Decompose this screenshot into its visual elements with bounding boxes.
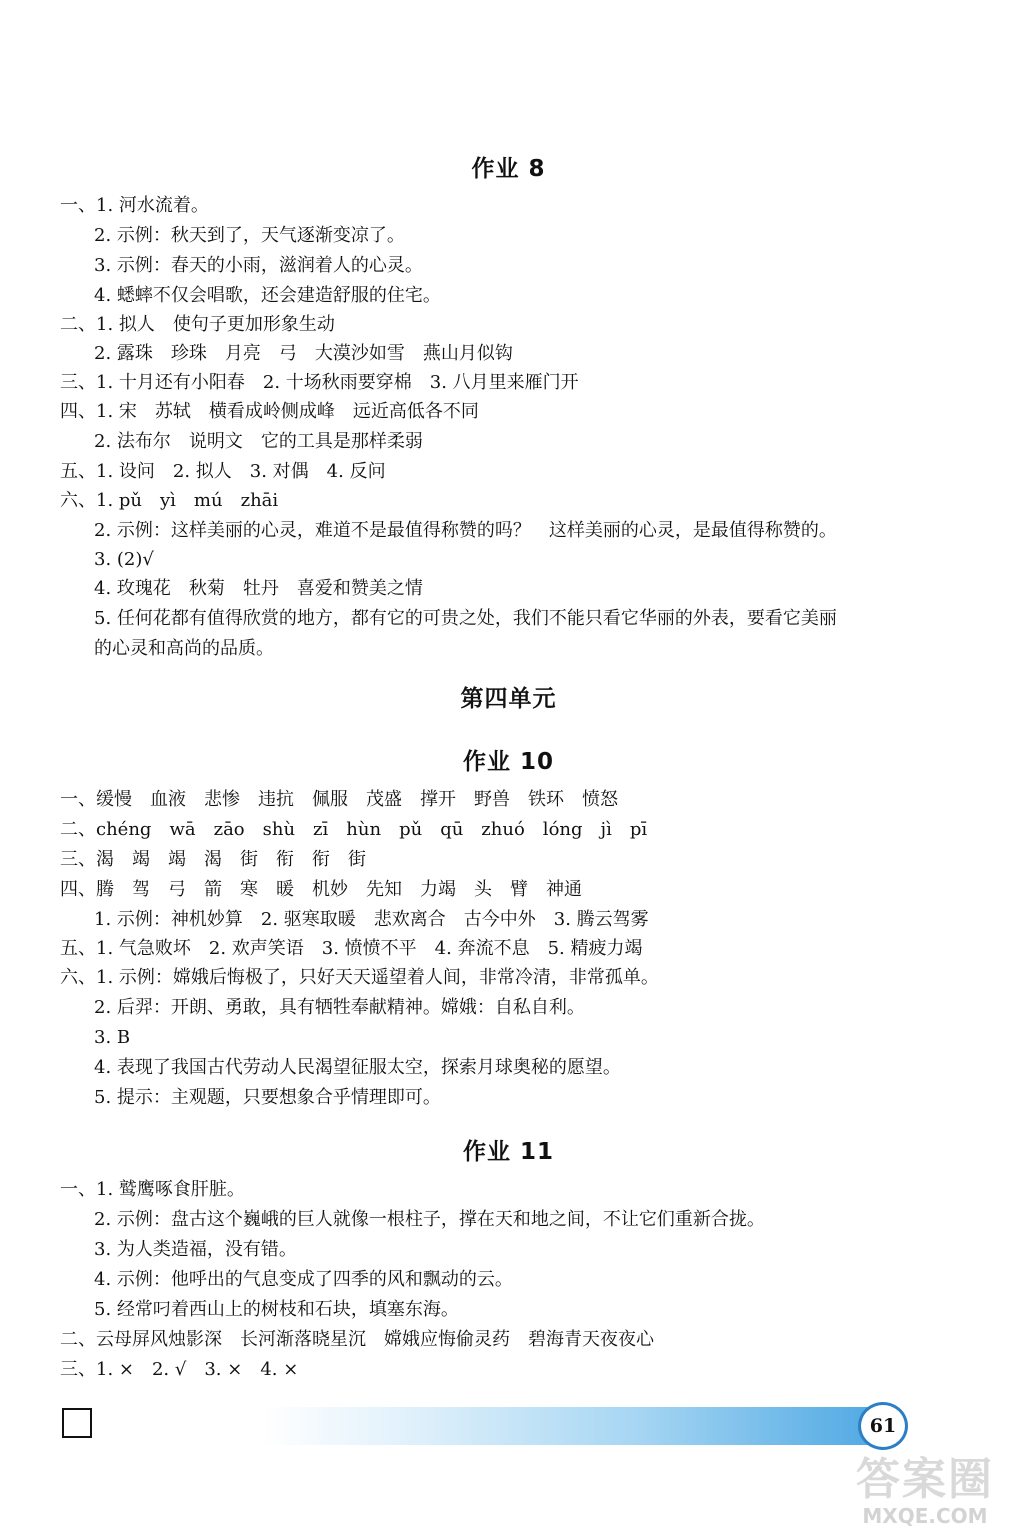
answer-line: 四、1. 宋 苏轼 横看成岭侧成峰 远近高低各不同 <box>60 401 479 422</box>
answer-line: 2. 后羿：开朗、勇敢，具有牺牲奉献精神。嫦娥：自私自利。 <box>94 997 585 1018</box>
answer-line: 四、腾 驾 弓 箭 寒 暖 机妙 先知 力竭 头 臂 神通 <box>60 879 582 900</box>
answer-line: 的心灵和高尚的品质。 <box>94 638 274 659</box>
answer-line: 三、渴 竭 竭 渴 街 衔 衔 街 <box>60 849 366 870</box>
answer-line: 六、1. 示例：嫦娥后悔极了，只好天天遥望着人间，非常冷清，非常孤单。 <box>60 967 659 988</box>
section-8-title: 作业 8 <box>471 156 546 182</box>
answer-line: 三、1. 十月还有小阳春 2. 十场秋雨要穿棉 3. 八月里来雁门开 <box>60 372 579 393</box>
answer-line: 2. 示例：盘古这个巍峨的巨人就像一根柱子，撑在天和地之间，不让它们重新合拢。 <box>94 1209 765 1230</box>
answer-line: 一、1. 河水流着。 <box>60 195 209 216</box>
watermark <box>835 1455 1015 1533</box>
answer-line: 5. 提示：主观题，只要想象合乎情理即可。 <box>94 1087 441 1108</box>
answer-line: 二、chéng wā zāo shù zī hùn pǔ qū zhuó lóng jì pī <box>60 819 648 840</box>
answer-line: 3. (2)√ <box>94 549 154 570</box>
answer-line: 一、缓慢 血液 悲惨 违抗 佩服 茂盛 撑开 野兽 铁环 愤怒 <box>60 789 618 810</box>
footer-gradient-band <box>262 1407 882 1445</box>
answer-line: 4. 玫瑰花 秋菊 牡丹 喜爱和赞美之情 <box>94 578 423 599</box>
answer-line: 5. 任何花都有值得欣赏的地方，都有它的可贵之处，我们不能只看它华丽的外表，要看它美丽 <box>94 608 837 629</box>
answer-line: 2. 露珠 珍珠 月亮 弓 大漠沙如雪 燕山月似钩 <box>94 343 513 364</box>
answer-line: 五、1. 设问 2. 拟人 3. 对偶 4. 反问 <box>60 461 386 482</box>
answer-line: 二、云母屏风烛影深 长河渐落晓星沉 嫦娥应悔偷灵药 碧海青天夜夜心 <box>60 1329 654 1350</box>
answer-line: 六、1. pǔ yì mú zhāi <box>60 490 279 511</box>
watermark-url: MXQE.COM <box>862 1504 988 1528</box>
answer-line: 二、1. 拟人 使句子更加形象生动 <box>60 314 335 335</box>
answer-line: 2. 法布尔 说明文 它的工具是那样柔弱 <box>94 431 423 452</box>
answer-line: 1. 示例：神机妙算 2. 驱寒取暖 悲欢离合 古今中外 3. 腾云驾雾 <box>94 909 649 930</box>
page-number: 61 <box>858 1402 908 1450</box>
answer-line: 三、1. × 2. √ 3. × 4. × <box>60 1359 299 1380</box>
unit-title: 第四单元 <box>460 686 557 712</box>
answer-line: 4. 示例：他呼出的气息变成了四季的风和飘动的云。 <box>94 1269 513 1290</box>
answer-line: 4. 表现了我国古代劳动人民渴望征服太空，探索月球奥秘的愿望。 <box>94 1057 621 1078</box>
answer-line: 2. 示例：秋天到了，天气逐渐变凉了。 <box>94 225 405 246</box>
answer-line: 5. 经常叼着西山上的树枝和石块，填塞东海。 <box>94 1299 459 1320</box>
corner-box-decoration <box>62 1408 92 1438</box>
answer-line: 3. 为人类造福，没有错。 <box>94 1239 297 1260</box>
answer-line: 2. 示例：这样美丽的心灵，难道不是最值得称赞的吗？ 这样美丽的心灵，是最值得称赞的。 <box>94 520 837 541</box>
answer-line: 3. B <box>94 1027 131 1048</box>
section-11-title: 作业 11 <box>462 1139 554 1165</box>
answer-line: 3. 示例：春天的小雨，滋润着人的心灵。 <box>94 255 423 276</box>
answer-line: 一、1. 鹫鹰啄食肝脏。 <box>60 1179 245 1200</box>
answer-line: 4. 蟋蟀不仅会唱歌，还会建造舒服的住宅。 <box>94 285 441 306</box>
section-10-title: 作业 10 <box>462 749 554 775</box>
watermark-logo: 答案圈 <box>856 1454 994 1505</box>
answer-line: 五、1. 气急败坏 2. 欢声笑语 3. 愤愤不平 4. 奔流不息 5. 精疲力竭 <box>60 938 643 959</box>
